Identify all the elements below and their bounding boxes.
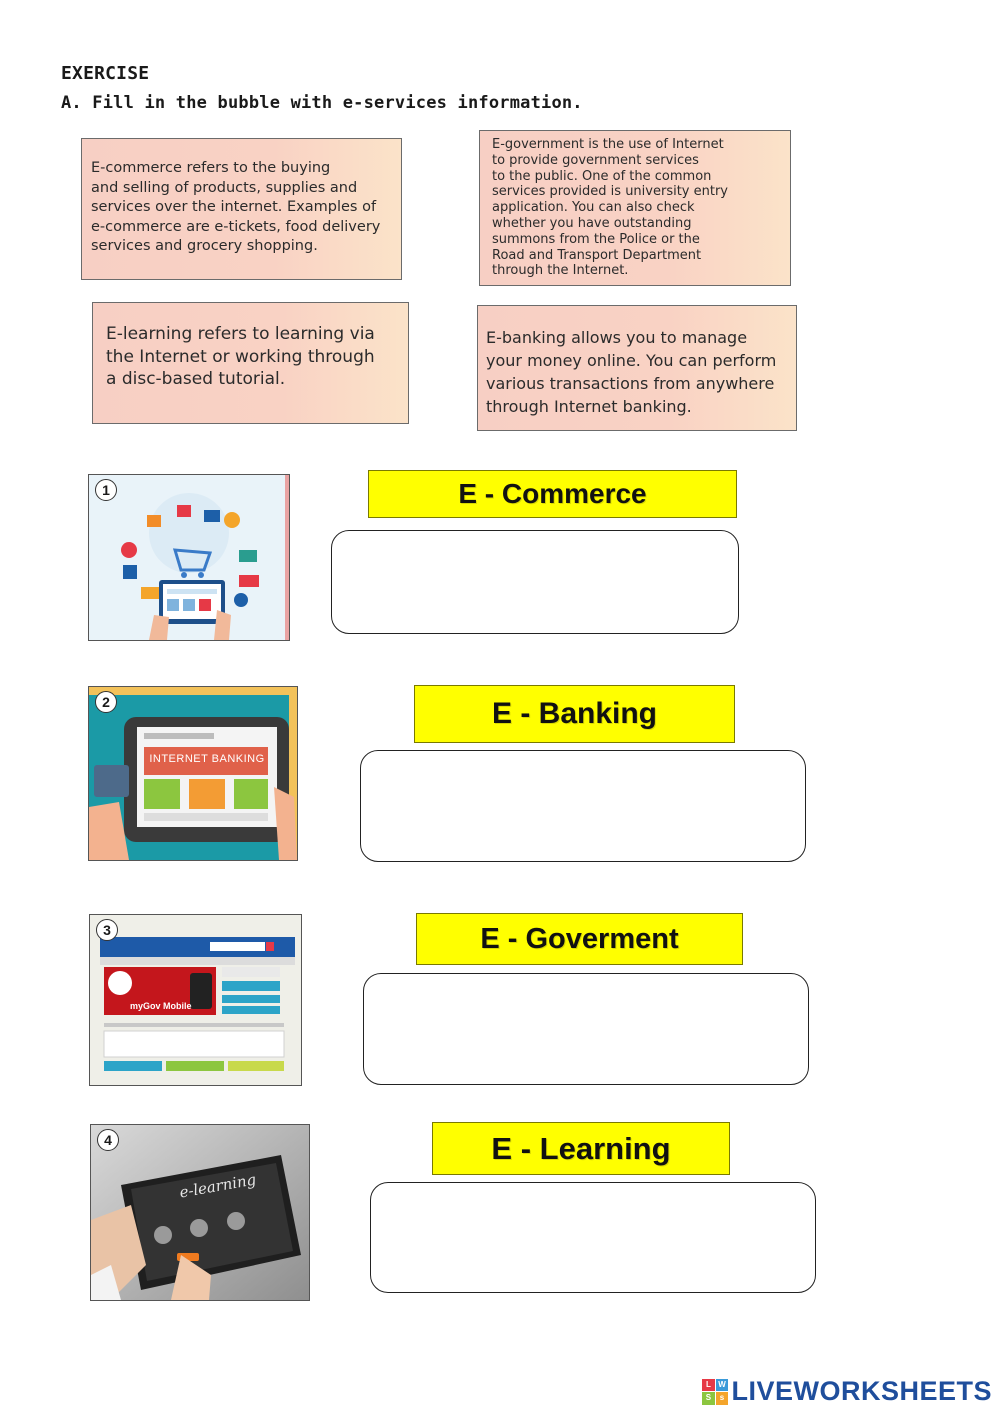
info-box-ecommerce[interactable]: [81, 138, 402, 280]
label-egovernment: E - Goverment: [416, 913, 743, 965]
banking-image-text: INTERNET BANKING: [149, 753, 265, 765]
item-number: 1: [95, 479, 117, 501]
logo-letter: W: [716, 1379, 729, 1392]
answer-bubble-ecommerce[interactable]: [331, 530, 739, 634]
answer-bubble-elearning[interactable]: [370, 1182, 816, 1293]
info-text: E-commerce refers to the buying and selling of products, supplies and services over the internet. Examples of e-commerce are e-tickets, food delivery services and grocery shopping.: [91, 160, 381, 254]
info-text: E-banking allows you to manage your money online. You can perform various transactions from anywhere through Internet banking.: [486, 328, 777, 416]
answer-bubble-ebanking[interactable]: [360, 750, 806, 862]
tablet-elearning-illustration: [91, 1125, 309, 1300]
exercise-heading: EXERCISE: [61, 63, 150, 84]
ebanking-image: [88, 686, 298, 861]
logo-letter: s: [716, 1392, 729, 1405]
info-box-egovernment[interactable]: [479, 130, 791, 286]
mygov-image-text: myGov Mobile: [130, 1001, 192, 1011]
brand-name: LIVEWORKSHEETS: [731, 1376, 992, 1406]
logo-letter: L: [702, 1379, 715, 1392]
logo-letter: S: [702, 1392, 715, 1405]
liveworksheets-logo[interactable]: [702, 1376, 992, 1407]
label-ecommerce: E - Commerce: [368, 470, 737, 518]
label-elearning: E - Learning: [432, 1122, 730, 1175]
info-text: E-government is the use of Internet to provide government services to the public. One of the common services provided is university entry application. You can also check whether you have outstanding summons from the Police or the Road and Transport Department through the Internet.: [492, 137, 728, 279]
shopping-cart-illustration: [89, 475, 289, 640]
egovernment-image: [89, 914, 302, 1086]
item-number: 4: [97, 1129, 119, 1151]
answer-bubble-egovernment[interactable]: [363, 973, 809, 1085]
instruction-text: A. Fill in the bubble with e-services information.: [61, 93, 583, 113]
label-ebanking: E - Banking: [414, 685, 735, 743]
ecommerce-image: [88, 474, 290, 641]
item-number: 3: [96, 919, 118, 941]
info-box-ebanking[interactable]: [477, 305, 797, 431]
info-text: E-learning refers to learning via the Internet or working through a disc-based tutorial.: [106, 324, 375, 389]
elearning-image: [90, 1124, 310, 1301]
info-box-elearning[interactable]: [92, 302, 409, 424]
tablet-banking-illustration: [89, 687, 297, 860]
elearning-image-text: e-learning: [178, 1170, 258, 1202]
item-number: 2: [95, 691, 117, 713]
liveworksheets-icon: [702, 1379, 728, 1405]
government-portal-illustration: [90, 915, 301, 1085]
